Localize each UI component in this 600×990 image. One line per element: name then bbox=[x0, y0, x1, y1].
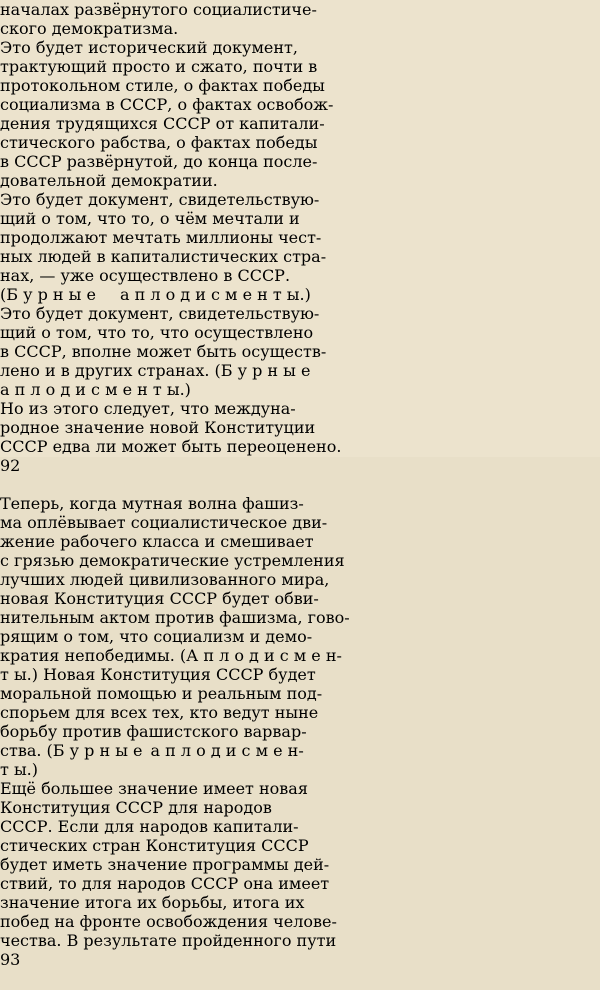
showthrough-smudge bbox=[0, 475, 120, 485]
showthrough-smudge bbox=[0, 969, 150, 981]
text-line: СССР едва ли может быть переоценено. bbox=[0, 437, 342, 456]
text-line: т ы.) bbox=[0, 760, 38, 779]
text-line: кратия непобедимы. (А п л о д и с м е н- bbox=[0, 646, 342, 665]
page-right-text bbox=[0, 494, 600, 950]
text-line: Ещё большее значение имеет новая bbox=[0, 779, 308, 798]
text-line: будет иметь значение программы дей- bbox=[0, 855, 330, 874]
text-line: Это будет документ, свидетельствую- bbox=[0, 304, 320, 323]
text-line: нительным актом против фашизма, гово- bbox=[0, 608, 350, 627]
text-line: новая Конституция СССР будет обви- bbox=[0, 589, 319, 608]
text-line: Конституция СССР для народов bbox=[0, 798, 272, 817]
text-line: спорьем для всех тех, кто ведут ныне bbox=[0, 703, 319, 722]
text-line: протокольном стиле, о фактах победы bbox=[0, 76, 325, 95]
page-right bbox=[0, 494, 600, 990]
text-line: в СССР, вполне может быть осуществ- bbox=[0, 342, 327, 361]
text-line: довательной демократии. bbox=[0, 171, 218, 190]
text-line: Но из этого следует, что междуна- bbox=[0, 399, 296, 418]
text-line: Это будет исторический документ, bbox=[0, 38, 298, 57]
text-line: щий о том, что то, о чём мечтали и bbox=[0, 209, 300, 228]
text-line: продолжают мечтать миллионы чест- bbox=[0, 228, 322, 247]
text-line: т ы.) Новая Конституция СССР будет bbox=[0, 665, 316, 684]
text-line: чества. В результате пройденного пути bbox=[0, 931, 337, 950]
text-line: ных людей в капиталистических стра- bbox=[0, 247, 327, 266]
text-line: трактующий просто и сжато, почти в bbox=[0, 57, 318, 76]
text-line: лучших людей цивилизованного мира, bbox=[0, 570, 330, 589]
text-line: СССР. Если для народов капитали- bbox=[0, 817, 299, 836]
text-line: в СССР развёрнутой, до конца после- bbox=[0, 152, 318, 171]
page-left-text bbox=[0, 0, 600, 456]
text-line: родное значение новой Конституции bbox=[0, 418, 316, 437]
showthrough-smudge bbox=[0, 485, 110, 494]
text-line: началах развёрнутого социалистиче- bbox=[0, 0, 317, 19]
text-line: моральной помощью и реальным под- bbox=[0, 684, 323, 703]
text-line: ского демократизма. bbox=[0, 19, 179, 38]
text-line: дения трудящихся СССР от капитали- bbox=[0, 114, 325, 133]
text-line: стического рабства, о фактах победы bbox=[0, 133, 318, 152]
page-left bbox=[0, 0, 600, 494]
book-fore-edge bbox=[0, 0, 14, 457]
text-line: лено и в других странах. (Б у р н ы е bbox=[0, 361, 311, 380]
text-line: ствий, то для народов СССР она имеет bbox=[0, 874, 330, 893]
page-number-right: 93 bbox=[0, 950, 21, 969]
text-line: значение итога их борьбы, итога их bbox=[0, 893, 305, 912]
text-line: рящим о том, что социализм и демо- bbox=[0, 627, 313, 646]
text-line: (Б у р н ы е а п л о д и с м е н т ы.) bbox=[0, 285, 311, 304]
text-line: а п л о д и с м е н т ы.) bbox=[0, 380, 191, 399]
text-line: побед на фронте освобождения челове- bbox=[0, 912, 337, 931]
showthrough-smudge bbox=[0, 981, 120, 990]
text-line: жение рабочего класса и смешивает bbox=[0, 532, 314, 551]
page-number-left: 92 bbox=[0, 456, 21, 475]
text-line: нах, — уже осуществлено в СССР. bbox=[0, 266, 291, 285]
text-line: ма оплёвывает социалистическое дви- bbox=[0, 513, 328, 532]
text-line: социализма в СССР, о фактах освобож- bbox=[0, 95, 334, 114]
text-line: борьбу против фашистского варвар- bbox=[0, 722, 307, 741]
text-line: ства. (Б у р н ы е а п л о д и с м е н- bbox=[0, 741, 304, 760]
text-line: щий о том, что то, что осуществлено bbox=[0, 323, 314, 342]
text-line: Теперь, когда мутная волна фашиз- bbox=[0, 494, 304, 513]
text-line: Это будет документ, свидетельствую- bbox=[0, 190, 320, 209]
text-line: с грязью демократические устремления bbox=[0, 551, 345, 570]
text-line: стических стран Конституция СССР bbox=[0, 836, 309, 855]
